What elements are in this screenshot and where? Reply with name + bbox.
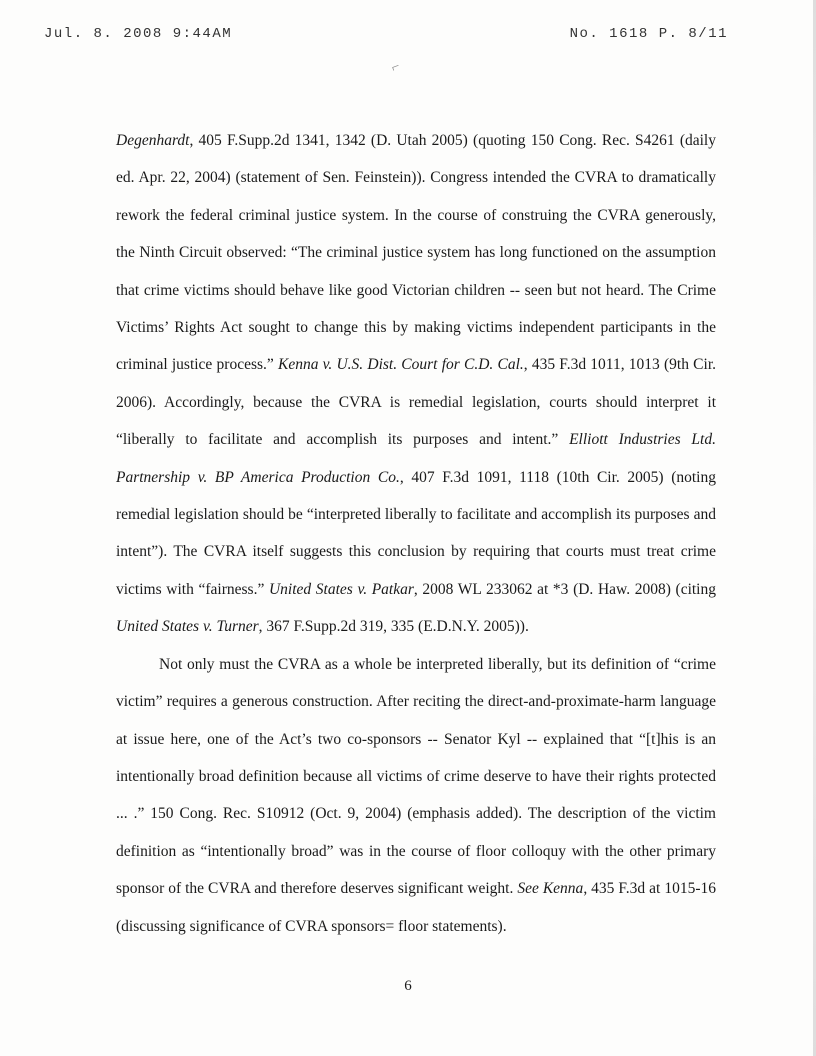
text-run: , 407 F.3d 1091, 1118 (10th Cir. 2005) (noting remedial legislation should be “interpreted liberally to facilitate and accomplish its purposes and intent”). The CVRA itself suggests this conclusion by requiring that courts must treat crime victims with “fairness.” (116, 468, 716, 598)
citation-italic: Degenhardt (116, 132, 190, 149)
citation-italic: Elliott Industries Ltd. Partnership v. BP America Production Co. (116, 431, 716, 486)
margin-mark: ⌐ (389, 59, 403, 76)
paragraph-1 (116, 122, 716, 646)
text-run: , 435 F.3d 1011, 1013 (9th Cir. 2006). Accordingly, because the CVRA is remedial legislation, courts should interpret it “liberally to facilitate and accomplish its purposes and intent.” (116, 356, 716, 449)
paragraph-2 (116, 646, 716, 945)
fax-header-page: No. 1618 P. 8/11 (569, 26, 728, 42)
text-run: , 367 F.Supp.2d 319, 335 (E.D.N.Y. 2005)). (258, 618, 529, 636)
citation-italic: See Kenna (517, 880, 584, 898)
text-run: , 405 F.Supp.2d 1341, 1342 (D. Utah 2005) (quoting 150 Cong. Rec. S4261 (daily ed. Apr. 22, 2004) (statement of Sen. Feinstein)). Congress intended the CVRA to dramatically rework the federal criminal justice system. In the course of construing the CVRA generously, the Ninth Circuit observed: “The criminal justice system has long functioned on the assumption that crime victims should behave like good Victorian children -- seen but not heard. The Crime Victims’ Rights Act sought to change this by making victims independent participants in the criminal justice process.” (116, 132, 716, 374)
text-run: Not only must the CVRA as a whole be interpreted liberally, but its definition of “crime victim” requires a generous construction. After reciting the direct-and-proximate-harm language at issue here, one of the Act’s two co-sponsors -- Senator Kyl -- explained that “[t]his is an intentionally broad definition because all victims of crime deserve to have their rights protected ... .” 150 Cong. Rec. S10912 (Oct. 9, 2004) (emphasis added). The description of the victim definition as “intentionally broad” was in the course of floor colloquy with the other primary sponsor of the CVRA and therefore deserves significant weight. (116, 655, 716, 898)
fax-header-date: Jul. 8. 2008 9:44AM (44, 26, 233, 42)
page-number: 6 (404, 978, 412, 994)
text-run: , 2008 WL 233062 at *3 (D. Haw. 2008) (citing (413, 580, 716, 598)
citation-italic: United States v. Turner (116, 618, 259, 636)
text-run: , 435 F.3d at 1015-16 (discussing significance of CVRA sponsors= floor statements). (116, 880, 716, 935)
document-body (116, 122, 716, 945)
citation-italic: United States v. Patkar (268, 580, 414, 598)
citation-italic: Kenna v. U.S. Dist. Court for C.D. Cal. (277, 356, 524, 374)
